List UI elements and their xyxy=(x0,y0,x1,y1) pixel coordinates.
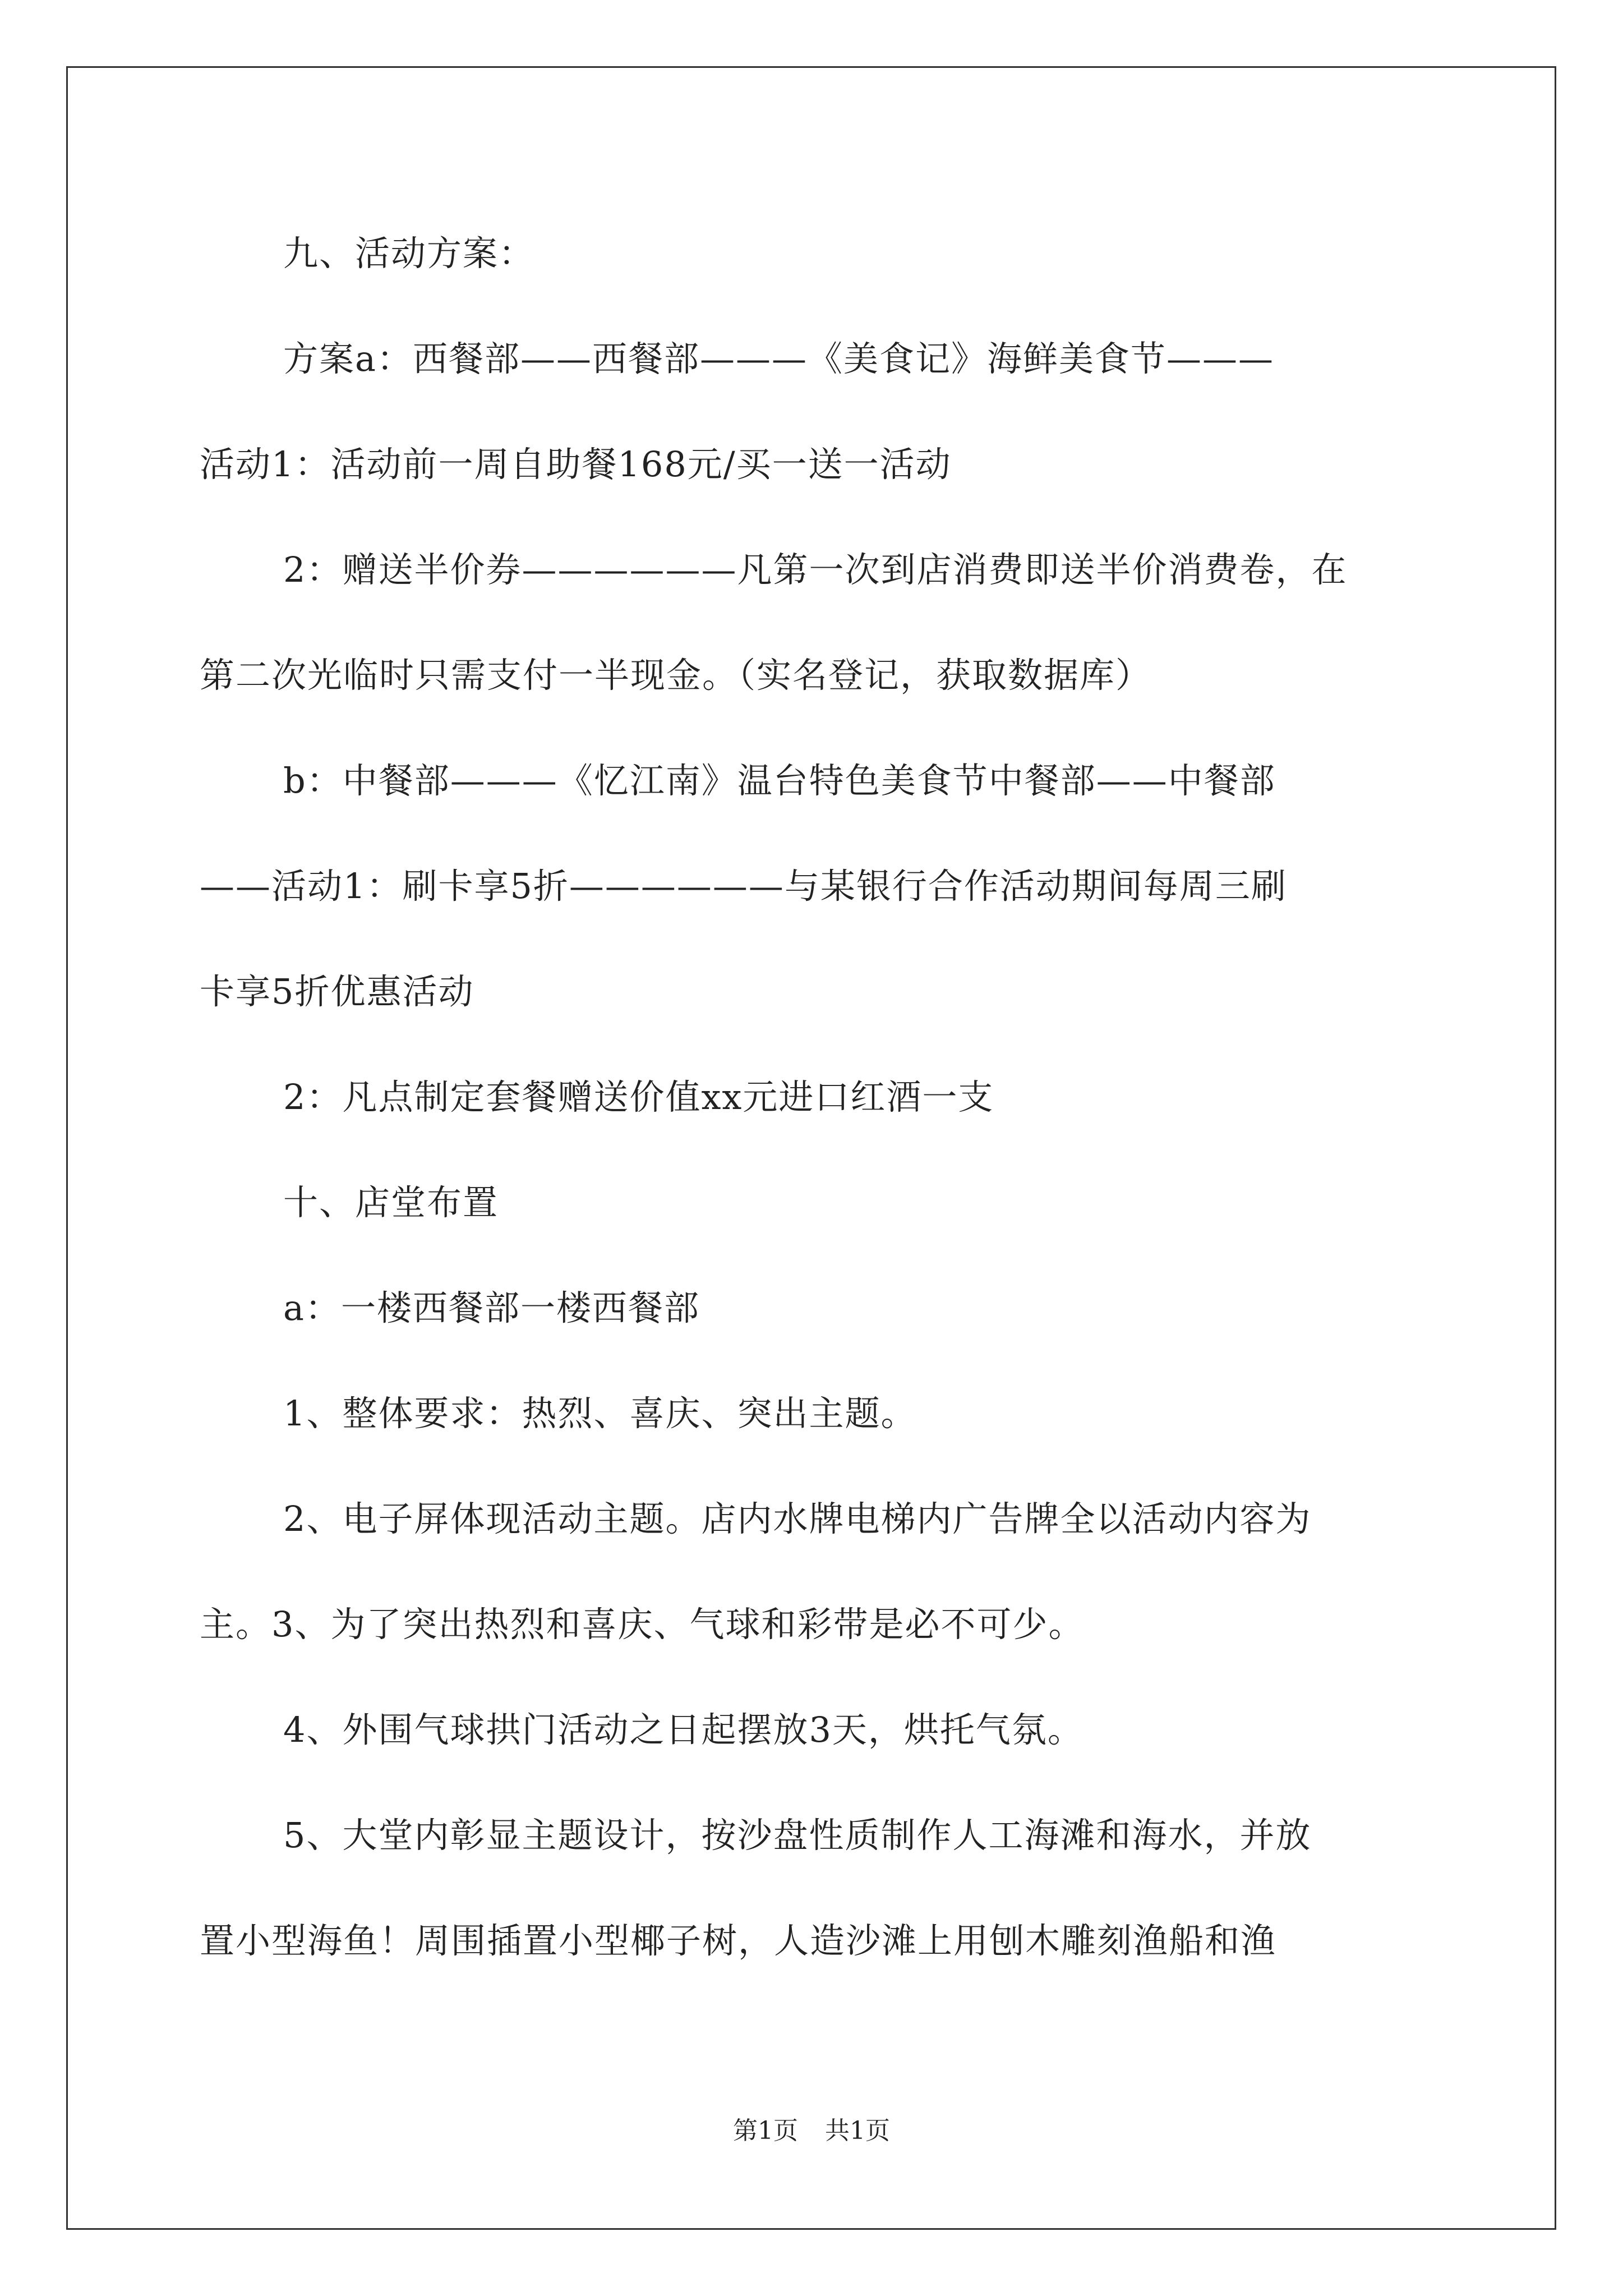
paragraph-line: 置小型海鱼！周围插置小型椰子树，人造沙滩上用刨木雕刻渔船和渔 xyxy=(200,1920,1277,1961)
page-total: 共1页 xyxy=(825,2116,890,2145)
section-heading: 十、店堂布置 xyxy=(283,1182,499,1223)
page-number: 第1页 xyxy=(733,2116,798,2145)
paragraph-line: 2：赠送半价券——————凡第一次到店消费即送半价消费卷，在 xyxy=(283,549,1348,590)
paragraph-line: 第二次光临时只需支付一半现金。（实名登记，获取数据库） xyxy=(200,655,1152,696)
paragraph-line: 5、大堂内彰显主题设计，按沙盘性质制作人工海滩和海水，并放 xyxy=(283,1815,1312,1856)
paragraph-line: 2：凡点制定套餐赠送价值xx元进口红酒一支 xyxy=(283,1076,994,1117)
page-frame xyxy=(66,66,1556,2230)
page-footer xyxy=(0,2115,1623,2147)
paragraph-line: b：中餐部———《忆江南》温台特色美食节中餐部——中餐部 xyxy=(283,760,1276,801)
paragraph-line: 2、电子屏体现活动主题。店内水牌电梯内广告牌全以活动内容为 xyxy=(283,1498,1312,1539)
paragraph-line: 主。3、为了突出热烈和喜庆、气球和彩带是必不可少。 xyxy=(200,1604,1085,1645)
paragraph-line: 活动1：活动前一周自助餐168元/买一送一活动 xyxy=(200,444,952,485)
paragraph-line: 卡享5折优惠活动 xyxy=(200,971,474,1012)
paragraph-line: 九、活动方案： xyxy=(283,233,535,274)
paragraph-line: ——活动1：刷卡享5折——————与某银行合作活动期间每周三刷 xyxy=(200,866,1287,907)
paragraph-line: 1、整体要求：热烈、喜庆、突出主题。 xyxy=(283,1393,917,1434)
paragraph-line: a：一楼西餐部一楼西餐部 xyxy=(283,1287,700,1328)
paragraph-line: 4、外围气球拱门活动之日起摆放3天，烘托气氛。 xyxy=(283,1709,1083,1750)
paragraph-line: 方案a：西餐部——西餐部———《美食记》海鲜美食节——— xyxy=(283,338,1274,379)
